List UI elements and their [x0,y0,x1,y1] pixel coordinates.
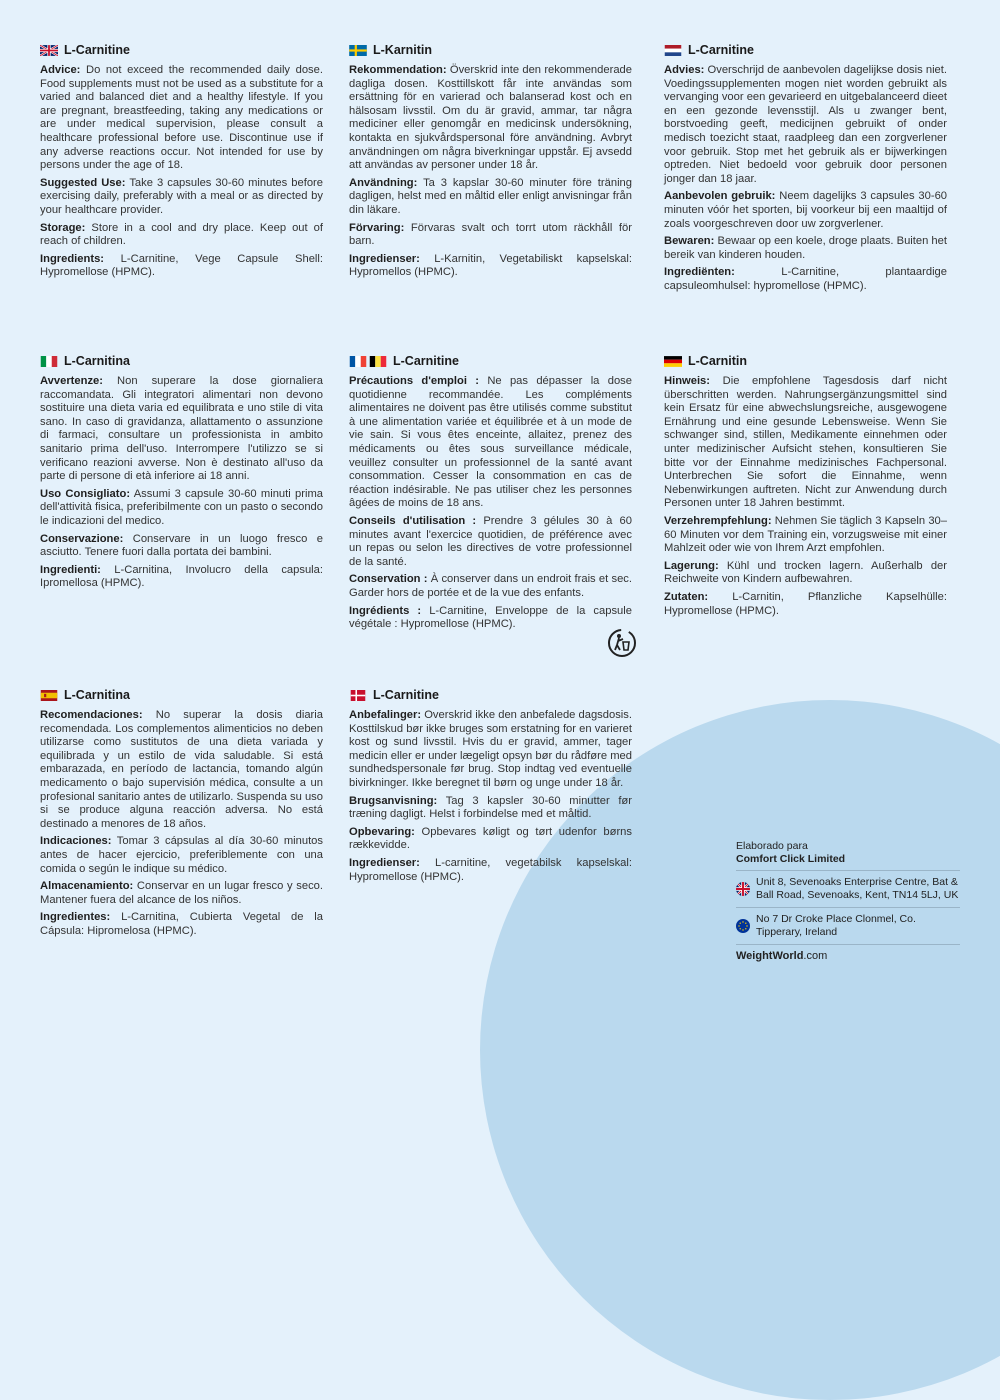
brand-website: WeightWorld.com [736,950,828,962]
italy-flag-icon [40,356,58,367]
section-title: L-Carnitine [393,354,459,368]
storage-paragraph: Opbevaring: Opbevares køligt og tørt udenfor børns rækkevidde. [349,825,632,852]
ingredients-paragraph: Ingrédients : L-Carnitine, Enveloppe de la capsule végétale : Hypromellose (HPMC). [349,604,632,631]
spain-flag-icon [40,690,58,701]
divider [736,944,960,945]
storage-paragraph: Lagerung: Kühl und trocken lagern. Außerhalb der Reichweite von Kindern aufbewahren. [664,559,947,586]
germany-flag-icon [664,356,682,367]
suggested-use-paragraph: Indicaciones: Tomar 3 cápsulas al día 30-60 minutos antes de hacer ejercicio, preferiblemente con una comida o según le indique su médico. [40,835,323,875]
denmark-flag-icon [349,690,367,701]
section-title: L-Carnitine [64,43,130,57]
section-fr [349,354,632,636]
ingredients-paragraph: Ingredientes: L-Carnitina, Cubierta Vegetal de la Cápsula: Hipromelosa (HPMC). [40,911,323,937]
ingredients-paragraph: Ingredienser: L-carnitine, vegetabilsk kapselskal: Hypromellose (HPMC). [349,856,632,883]
eu-address-row [736,910,960,942]
ingredients-paragraph: Ingredienti: L-Carnitina, Involucro della capsula: Ipromellosa (HPMC). [40,563,323,590]
suggested-use-paragraph: Aanbevolen gebruik: Neem dagelijks 3 capsules 30-60 minuten vóór het sporten, bij voorkeur bij een maaltijd of zoals voorgeschreven door uw zorgverlener. [664,190,948,230]
ingredients-paragraph: Ingredients: L-Carnitine, Vege Capsule Shell: Hypromellose (HPMC). [40,252,323,279]
section-header [664,354,947,368]
storage-paragraph: Almacenamiento: Conservar en un lugar fresco y seco. Mantener fuera del alcance de los niños. [40,880,323,906]
uk-flag-icon [736,882,750,896]
section-title: L-Carnitina [64,354,130,368]
eu-flag-icon [736,919,750,933]
storage-paragraph: Storage: Store in a cool and dry place. Keep out of reach of children. [40,221,323,248]
advice-paragraph: Anbefalinger: Overskrid ikke den anbefalede dagsdosis. Kosttilskud bør ikke bruges som erstatning for en varieret kost og sund livsstil. Hvis du er gravid, ammer, tager medicin eller er under lægeligt opsyn bør du rådføre med sundhedspersonale før brug. Stop indtag ved eventuelle bivirkninger. Ikke beregnet til børn og unge under 18 år. [349,709,632,789]
divider [736,907,960,908]
advice-paragraph: Hinweis: Die empfohlene Tagesdosis darf nicht überschritten werden. Nahrungsergänzungsmittel sind kein Ersatz für eine abwechslungsreiche, ausgewogene Ernährung und eine gesunde Lebensweise. Wenn Sie schwanger sind, stillen, Medikamente einnehmen oder unter medizinischer Aufsicht stehen, konsultieren Sie bitte vor der Einnahme medizinisches Fachpersonal. Unterbrechen Sie sofort die Einnahme, wenn Nebenwirkungen auftreten. Nicht zur Anwendung durch Personen unter 18 Jahren bestimmt. [664,375,947,510]
ingredients-paragraph: Zutaten: L-Carnitin, Pflanzliche Kapselhülle: Hypromellose (HPMC). [664,590,947,617]
eu-address: No 7 Dr Croke Place Clonmel, Co. Tipperary, Ireland [756,913,916,938]
ingredients-paragraph: Ingrediënten: L-Carnitine, plantaardige capsuleomhulsel: hypromellose (HPMC). [664,266,947,292]
netherlands-flag-icon [664,45,682,56]
suggested-use-paragraph: Verzehrempfehlung: Nehmen Sie täglich 3 Kapseln 30–60 Minuten vor dem Training ein, vorzugsweise mit einer Mahlzeit oder wie von Ihrem Arzt empfohlen. [664,514,947,555]
section-header [664,43,947,57]
section-title: L-Carnitine [373,688,439,702]
section-it [40,354,323,595]
made-for-label: Elaborado para [736,840,808,852]
france-flag-icon [349,356,367,367]
section-de [664,354,947,622]
storage-paragraph: Conservation : À conserver dans un endroit frais et sec. Garder hors de portée et de la vue des enfants. [349,573,633,599]
section-da [349,688,632,888]
suggested-use-paragraph: Användning: Ta 3 kapslar 30-60 minuter före träning dagligen, helst med en måltid eller enligt anvisningar från din läkare. [349,176,632,216]
advice-paragraph: Recomendaciones: No superar la dosis diaria recomendada. Los complementos alimenticios no deben utilizarse como sustitutos de una dieta variada y equilibrada y un estilo de vida saludable. Si está embarazada, en período de lactancia, tomando algún medicamento o bajo supervisión médica, consulte a un profesional sanitario antes de utilizarlo. Suspenda su uso si se produce alguna reacción adversa. No está destinado a menores de 18 años. [40,709,323,830]
uk-address: Unit 8, Sevenoaks Enterprise Centre, Bat & Ball Road, Sevenoaks, Kent, TN14 5LJ, UK [756,876,959,901]
section-header [40,43,323,57]
manufacturer-info [736,840,960,963]
divider [736,870,960,871]
section-nl [664,43,947,298]
section-header [349,43,632,57]
belgium-flag-icon [369,356,387,367]
uk-flag-icon [40,45,58,56]
suggested-use-paragraph: Conseils d'utilisation : Prendre 3 gélules 30 à 60 minutes avant l'exercice quotidien, de préférence avec un repas ou selon les directives de votre professionnel de la santé. [349,514,632,568]
section-title: L-Carnitine [688,43,754,57]
suggested-use-paragraph: Suggested Use: Take 3 capsules 30-60 minutes before exercising daily, preferably with a meal or as directed by your healthcare provider. [40,176,324,216]
section-title: L-Karnitin [373,43,433,57]
advice-paragraph: Advice: Do not exceed the recommended daily dose. Food supplements must not be used as a substitute for a varied and balanced diet and a healthy lifestyle. If you are pregnant, breastfeeding, taking any medications or are under medical supervision, please consult a healthcare professional before use. Discontinue use if any adverse reactions occur. Not intended for use by persons under the age of 18. [40,64,323,172]
uk-address-row [736,873,960,905]
section-title: L-Carnitina [64,688,130,702]
section-header [349,688,632,702]
sweden-flag-icon [349,45,367,56]
advice-paragraph: Advies: Overschrijd de aanbevolen dagelijkse dosis niet. Voedingssupplementen mogen niet worden gebruikt als vervanging voor een gevarieerd en uitgebalanceerd dieet en een gezonde levensstijl. Als u zwanger bent, borstvoeding geeft, medicijnen gebruikt of onder medisch toezicht staat, raadpleeg dan een zorgverlener voor gebruik. Stop met het gebruik als er bijwerkingen optreden. Niet bedoeld voor gebruik door personen jonger dan 18 jaar. [664,64,947,185]
section-header [40,688,323,702]
storage-paragraph: Conservazione: Conservare in un luogo fresco e asciutto. Tenere fuori dalla portata dei bambini. [40,532,323,559]
company-name: Comfort Click Limited [736,853,846,865]
advice-paragraph: Rekommendation: Överskrid inte den rekommenderade dagliga dosen. Kosttillskott får inte användas som ersättning för en varierad och balanserad kost och en hälsosam livsstil. Om du är gravid, ammar, tar några mediciner eller genomgår en medicinsk undersökning, kontakta en sjukvårdspersonal före användning. Avbryt användningen om några biverkningar uppstår. Ej avsedd att användas av personer under 18 år. [349,64,632,172]
suggested-use-paragraph: Uso Consigliato: Assumi 3 capsule 30-60 minuti prima dell'attività fisica, preferibilmente con un pasto o secondo le indicazioni del medico. [40,487,324,527]
section-sv [349,43,632,284]
section-title: L-Carnitin [688,354,748,368]
suggested-use-paragraph: Brugsanvisning: Tag 3 kapsler 30-60 minutter før træning dagligt. Helst i forbindelse med et måltid. [349,794,632,821]
advice-paragraph: Avvertenze: Non superare la dose giornaliera raccomandata. Gli integratori alimentari non devono sostituire una dieta varia ed equilibrata e uno stile di vita sano. In caso di gravidanza, allattamento o assunzione di farmaci, consultare un professionista in ambito sanitario prima dell'uso. Interrompere l'utilizzo se si verificano reazioni avverse. Non è destinato all'uso da parte di persone di età inferiore ai 18 anni. [40,375,323,483]
ingredients-paragraph: Ingredienser: L-Karnitin, Vegetabiliskt kapselskal: Hypromellos (HPMC). [349,252,632,279]
dispose-in-bin-icon [607,628,637,658]
section-header [40,354,323,368]
section-es [40,688,323,943]
section-en [40,43,323,284]
storage-paragraph: Förvaring: Förvaras svalt och torrt utom räckhåll för barn. [349,221,632,248]
section-header [349,354,632,368]
advice-paragraph: Précautions d'emploi : Ne pas dépasser la dose quotidienne recommandée. Les compléments alimentaires ne doivent pas être utilisés comme substitut à une alimentation variée et équilibrée et à un mode de vie sain. Si vous êtes enceinte, allaitez, prenez des médicaments ou êtes sous surveillance médicale, veuillez consulter un professionnel de la santé avant consommation. Cesser la consommation en cas de réaction indésirable. Ne pas utiliser chez les personnes âgées de moins de 18 ans. [349,375,632,510]
storage-paragraph: Bewaren: Bewaar op een koele, droge plaats. Buiten het bereik van kinderen houden. [664,235,947,261]
